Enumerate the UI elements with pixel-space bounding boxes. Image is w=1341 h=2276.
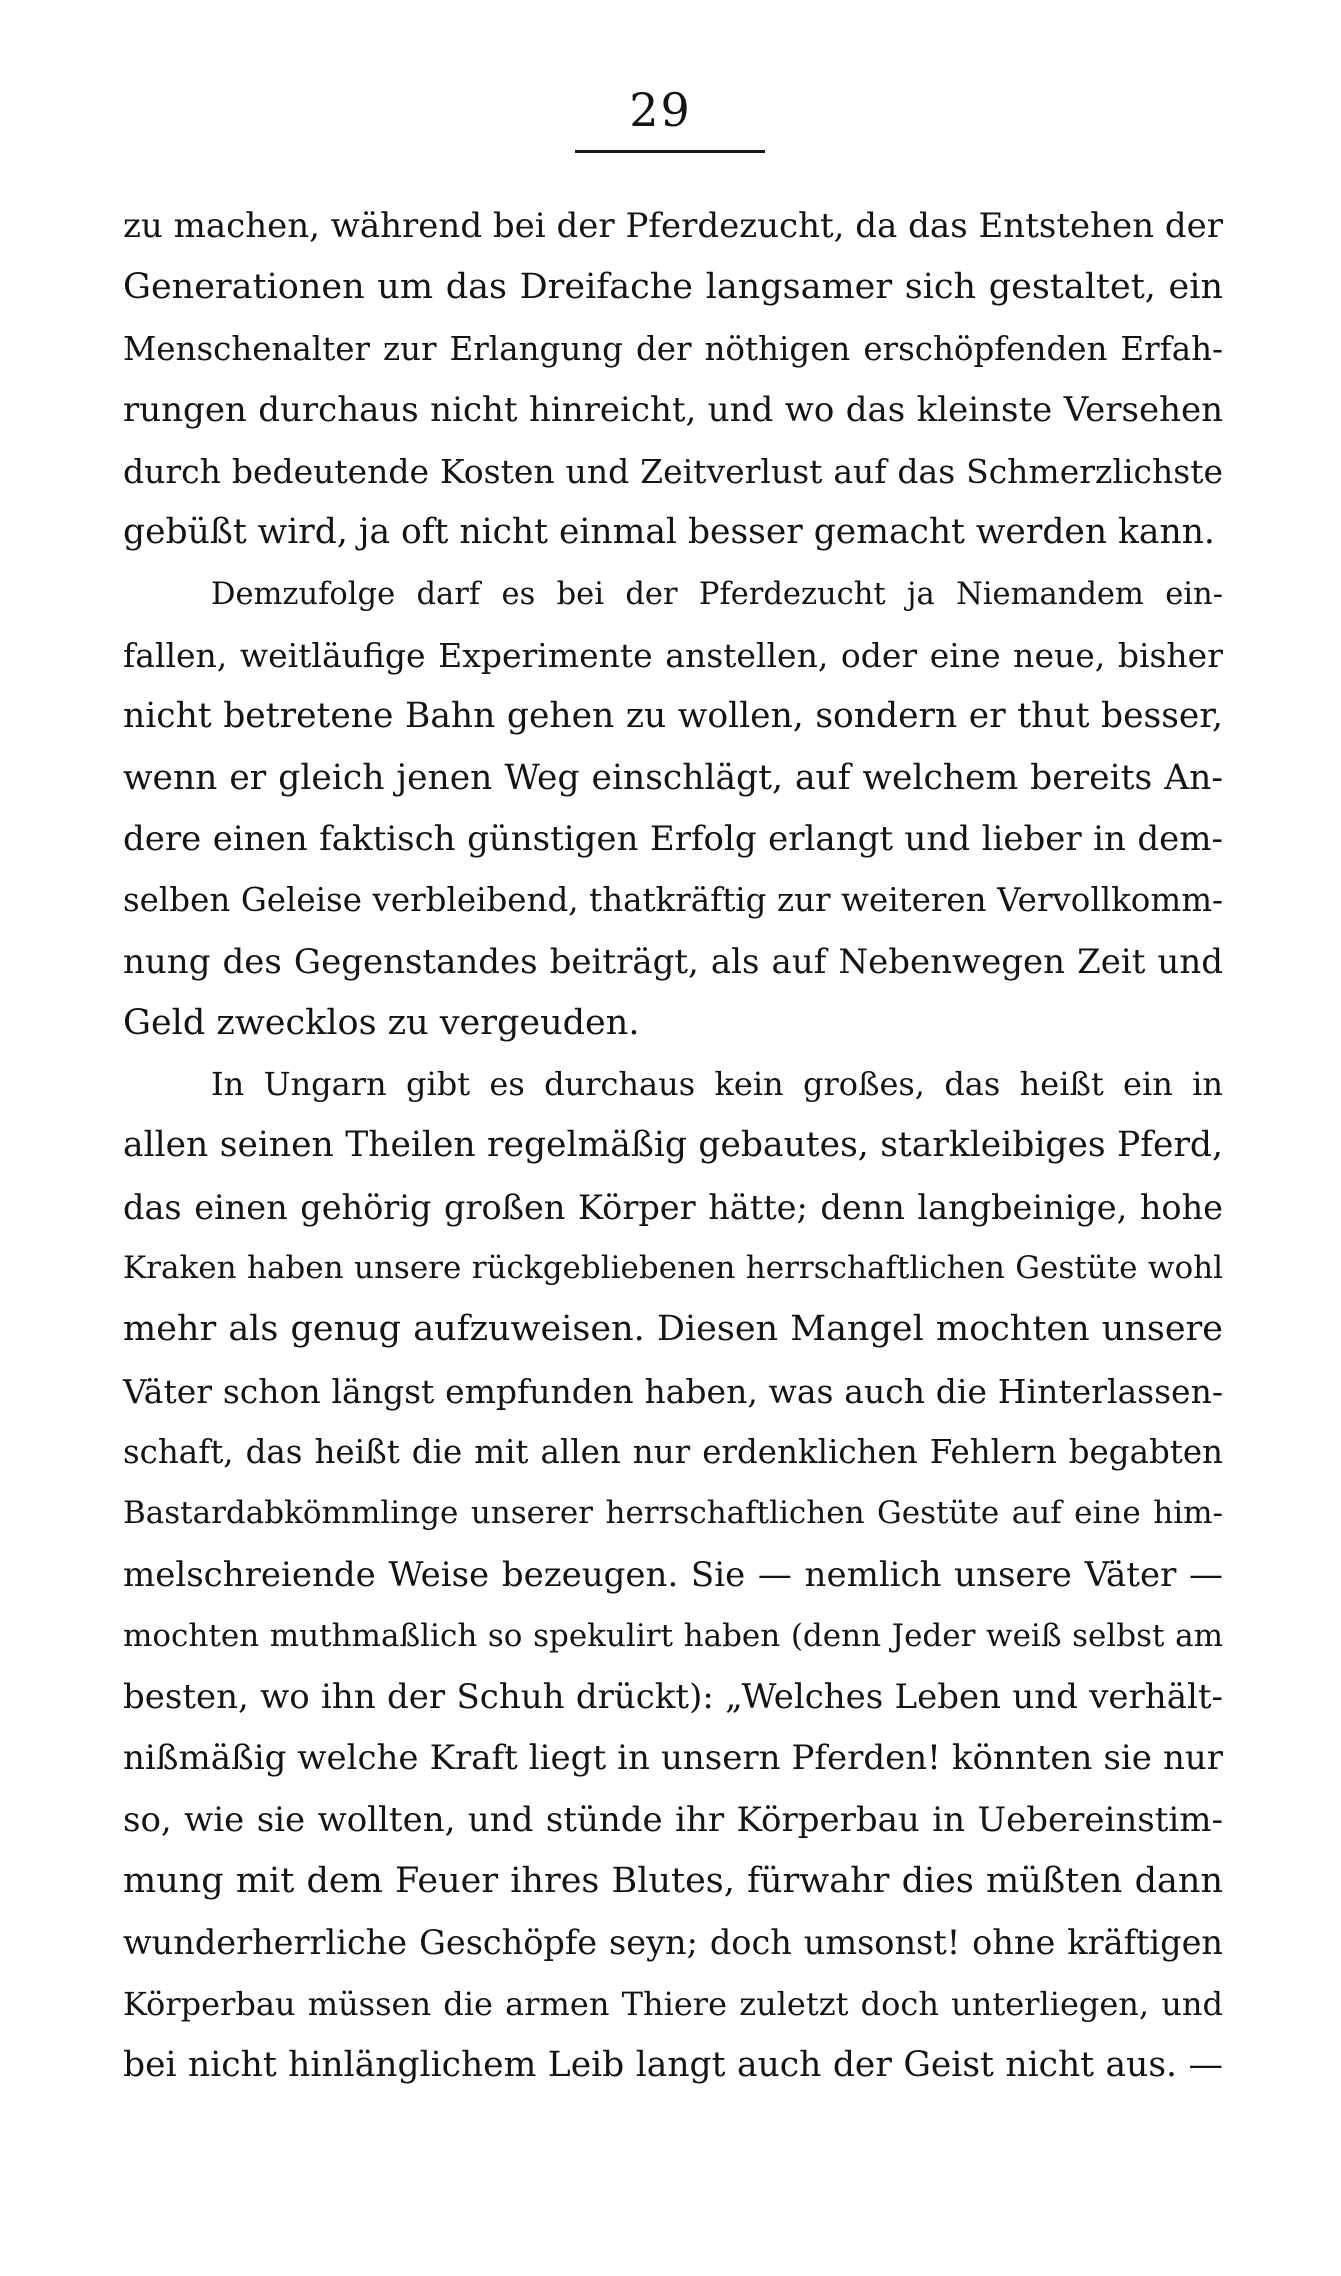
text-line: Körperbau müssen die armen Thiere zuletzt doch unterliegen, und bbox=[123, 1984, 1223, 2023]
text-line: Menschenalter zur Erlangung der nöthigen erschöpfenden Erfah- bbox=[123, 329, 1223, 368]
page-number bbox=[0, 80, 1341, 140]
text-line: selben Geleise verbleibend, thatkräftig zur weiteren Vervollkomm- bbox=[123, 881, 1223, 920]
text-line: rungen durchaus nicht hinreicht, und wo das kleinste Versehen bbox=[123, 389, 1223, 430]
header-rule bbox=[575, 150, 765, 153]
text-line: gebüßt wird, ja oft nicht einmal besser gemacht werden kann. bbox=[123, 512, 1215, 553]
text-line: Kraken haben unsere rückgebliebenen herrschaftlichen Gestüte wohl bbox=[123, 1250, 1223, 1287]
text-line: Geld zwecklos zu vergeuden. bbox=[123, 1002, 640, 1043]
page-number-text: 29 bbox=[629, 83, 692, 137]
text-line: Demzufolge darf es bei der Pferdezucht ja Niemandem ein- bbox=[211, 576, 1223, 612]
text-line: wenn er gleich jenen Weg einschlägt, auf welchem bereits An- bbox=[123, 757, 1223, 798]
text-line: nißmäßig welche Kraft liegt in unsern Pferden! könnten sie nur bbox=[123, 1738, 1223, 1779]
text-line: mehr als genug aufzuweisen. Diesen Mangel mochten unsere bbox=[123, 1309, 1223, 1350]
text-line: so, wie sie wollten, und stünde ihr Körperbau in Uebereinstim- bbox=[123, 1799, 1223, 1840]
text-line: dere einen faktisch günstigen Erfolg erlangt und lieber in dem- bbox=[123, 818, 1223, 859]
text-line: schaft, das heißt die mit allen nur erdenklichen Fehlern begabten bbox=[123, 1432, 1223, 1471]
text-line: Generationen um das Dreifache langsamer sich gestaltet, ein bbox=[123, 267, 1223, 308]
text-line: Väter schon längst empfunden haben, was auch die Hinterlassen- bbox=[123, 1371, 1223, 1411]
text-line: zu machen, während bei der Pferdezucht, da das Entstehen der bbox=[123, 206, 1223, 246]
text-line: melschreiende Weise bezeugen. Sie — nemlich unsere Väter — bbox=[123, 1554, 1223, 1595]
text-line: wunderherrliche Geschöpfe seyn; doch umsonst! ohne kräftigen bbox=[123, 1923, 1223, 1963]
text-line: nicht betretene Bahn gehen zu wollen, sondern er thut besser, bbox=[123, 696, 1223, 737]
text-line: durch bedeutende Kosten und Zeitverlust auf das Schmerzlichste bbox=[123, 452, 1223, 492]
text-line: besten, wo ihn der Schuh drückt): „Welches Leben und verhält- bbox=[123, 1677, 1223, 1718]
text-line: In Ungarn gibt es durchaus kein großes, das heißt ein in bbox=[211, 1065, 1223, 1104]
text-line: Bastardabkömmlinge unserer herrschaftlichen Gestüte auf eine him- bbox=[123, 1495, 1223, 1532]
text-line: allen seinen Theilen regelmäßig gebautes, starkleibiges Pferd, bbox=[123, 1125, 1223, 1166]
text-line: bei nicht hinlänglichem Leib langt auch der Geist nicht aus. — bbox=[123, 2044, 1223, 2085]
text-line: fallen, weitläufige Experimente anstellen, oder eine neue, bisher bbox=[123, 636, 1223, 676]
text-line: mung mit dem Feuer ihres Blutes, fürwahr dies müßten dann bbox=[123, 1861, 1223, 1902]
text-line: das einen gehörig großen Körper hätte; denn langbeinige, hohe bbox=[123, 1187, 1223, 1227]
text-line: nung des Gegenstandes beiträgt, als auf Nebenwegen Zeit und bbox=[123, 941, 1223, 982]
text-line: mochten muthmaßlich so spekulirt haben (denn Jeder weiß selbst am bbox=[123, 1617, 1223, 1654]
body-text bbox=[123, 196, 1223, 2096]
